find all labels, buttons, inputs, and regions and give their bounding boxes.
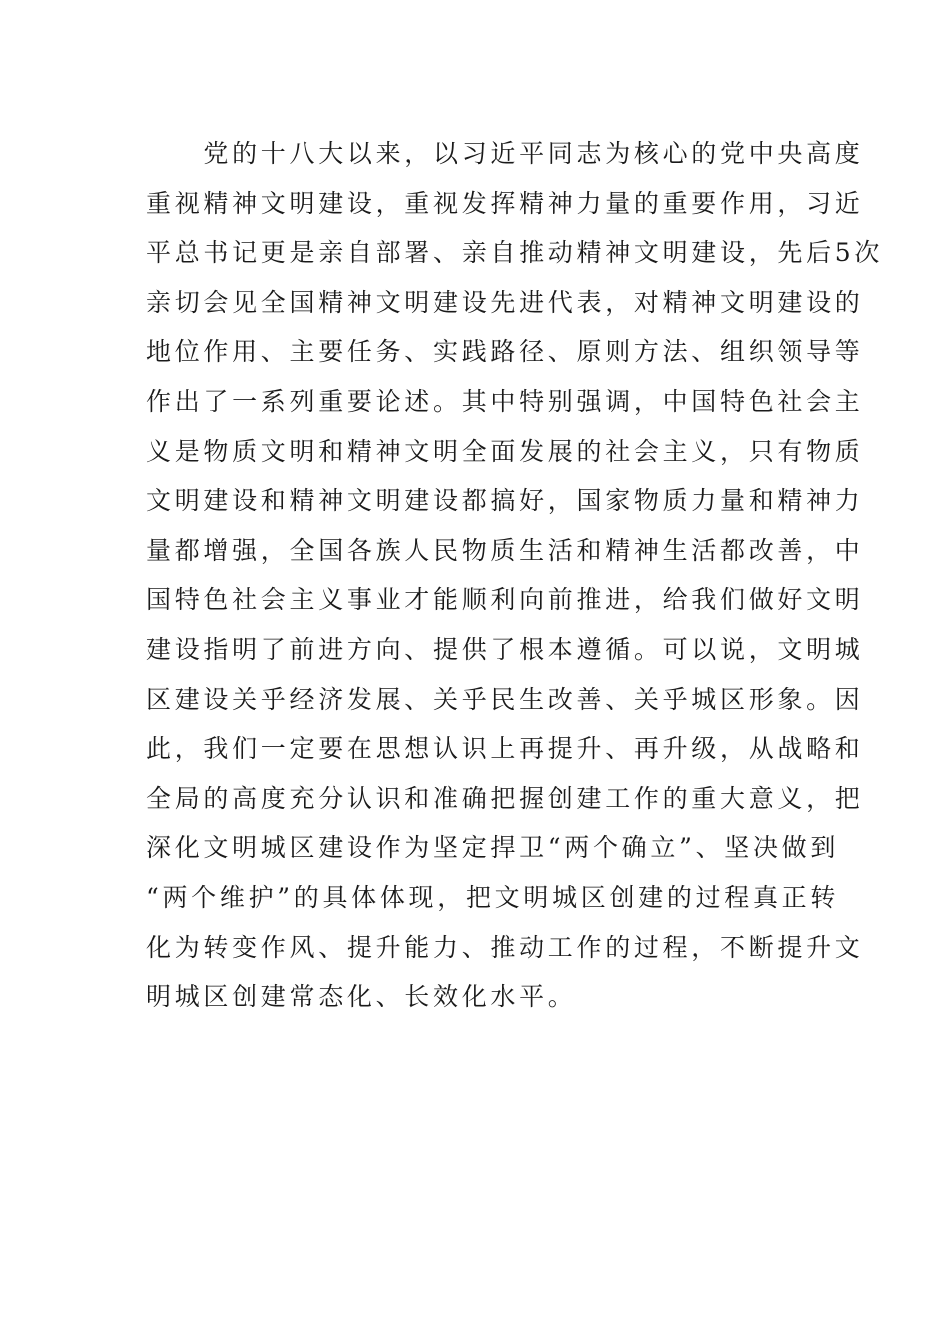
paragraph-line: 地位作用、主要任务、实践路径、原则方法、组织领导等 bbox=[146, 337, 864, 367]
paragraph-line: 深化文明城区建设作为坚定捍卫“两个确立”、坚决做到 bbox=[146, 833, 840, 863]
paragraph-line: “两个维护”的具体体现，把文明城区创建的过程真正转 bbox=[146, 882, 840, 912]
paragraph-line: 义是物质文明和精神文明全面发展的社会主义，只有物质 bbox=[146, 436, 864, 466]
body-paragraph bbox=[146, 129, 884, 1022]
paragraph-line: 量都增强，全国各族人民物质生活和精神生活都改善，中 bbox=[146, 535, 864, 565]
paragraph-line: 区建设关乎经济发展、关乎民生改善、关乎城区形象。因 bbox=[146, 684, 864, 714]
paragraph-line: 党的十八大以来，以习近平同志为核心的党中央高度 bbox=[146, 139, 864, 168]
paragraph-line: 重视精神文明建设，重视发挥精神力量的重要作用，习近 bbox=[146, 188, 864, 218]
paragraph-line: 化为转变作风、提升能力、推动工作的过程，不断提升文 bbox=[146, 932, 864, 962]
paragraph-line: 文明建设和精神文明建设都搞好，国家物质力量和精神力 bbox=[146, 486, 864, 516]
paragraph-line: 明城区创建常态化、长效化水平。 bbox=[146, 982, 577, 1012]
paragraph-line: 全局的高度充分认识和准确把握创建工作的重大意义，把 bbox=[146, 783, 864, 813]
paragraph-line: 亲切会见全国精神文明建设先进代表，对精神文明建设的 bbox=[146, 287, 864, 317]
paragraph-line: 作出了一系列重要论述。其中特别强调，中国特色社会主 bbox=[146, 386, 864, 416]
paragraph-line: 建设指明了前进方向、提供了根本遵循。可以说，文明城 bbox=[146, 634, 864, 664]
paragraph-line: 此，我们一定要在思想认识上再提升、再升级，从战略和 bbox=[146, 734, 864, 764]
paragraph-line: 平总书记更是亲自部署、亲自推动精神文明建设，先后5次 bbox=[146, 238, 884, 268]
paragraph-line: 国特色社会主义事业才能顺利向前推进，给我们做好文明 bbox=[146, 585, 864, 615]
